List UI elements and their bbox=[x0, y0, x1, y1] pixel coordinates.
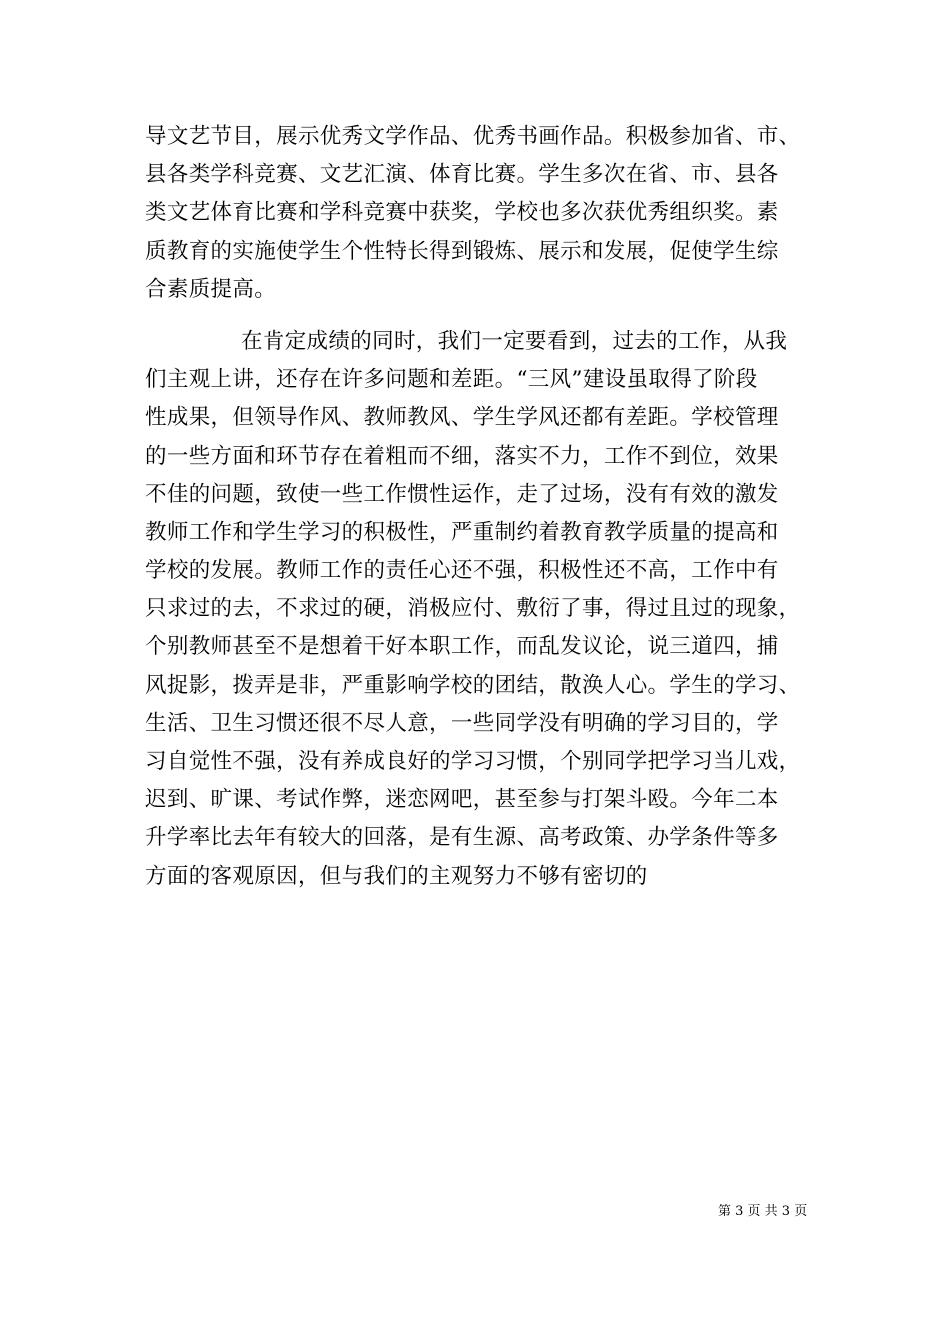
text-line: 迟到、旷课、考试作弊，迷恋网吧，甚至参与打架斗殴。今年二本 bbox=[145, 787, 779, 813]
text-line: 生活、卫生习惯还很不尽人意，一些同学没有明确的学习目的，学 bbox=[145, 710, 779, 736]
text-line: 类文艺体育比赛和学科竞赛中获奖，学校也多次获优秀组织奖。素 bbox=[145, 200, 779, 226]
text-line: 只求过的去，不求过的硬，消极应付、敷衍了事，得过且过的现象， bbox=[145, 596, 801, 622]
text-line: 的一些方面和环节存在着粗而不细，落实不力，工作不到位，效果 bbox=[145, 443, 779, 469]
page-number-footer: 第 3 页 共 3 页 bbox=[718, 1204, 808, 1219]
text-line: 习自觉性不强，没有养成良好的学习习惯，个别同学把学习当儿戏， bbox=[145, 749, 801, 774]
text-line: 方面的客观原因，但与我们的主观努力不够有密切的 bbox=[145, 863, 648, 889]
text-line: 教师工作和学生学习的积极性，严重制约着教育教学质量的提高和 bbox=[145, 519, 779, 545]
paragraph-start-line: 在肯定成绩的同时，我们一定要看到，过去的工作，从我 bbox=[241, 328, 788, 354]
body-text bbox=[145, 118, 820, 896]
text-line: 合素质提高。 bbox=[145, 276, 277, 302]
text-line: 不佳的问题，致使一些工作惯性运作，走了过场，没有有效的激发 bbox=[145, 481, 779, 507]
text-line: 性成果，但领导作风、教师教风、学生学风还都有差距。学校管理 bbox=[145, 405, 779, 431]
text-line: 县各类学科竞赛、文艺汇演、体育比赛。学生多次在省、市、县各 bbox=[145, 162, 779, 188]
text-line: 风捉影，拨弄是非，严重影响学校的团结，散涣人心。学生的学习、 bbox=[145, 672, 801, 698]
text-line: 们主观上讲，还存在许多问题和差距。“三风”建设虽取得了阶段 bbox=[145, 367, 758, 393]
text-line: 个别教师甚至不是想着干好本职工作，而乱发议论，说三道四，捕 bbox=[145, 634, 779, 660]
text-line: 导文艺节目，展示优秀文学作品、优秀书画作品。积极参加省、市、 bbox=[145, 124, 801, 149]
text-line: 学校的发展。教师工作的责任心还不强，积极性还不高，工作中有 bbox=[145, 558, 779, 584]
text-line: 升学率比去年有较大的回落，是有生源、高考政策、办学条件等多 bbox=[145, 825, 779, 851]
text-line: 质教育的实施使学生个性特长得到锻炼、展示和发展，促使学生综 bbox=[145, 238, 779, 264]
